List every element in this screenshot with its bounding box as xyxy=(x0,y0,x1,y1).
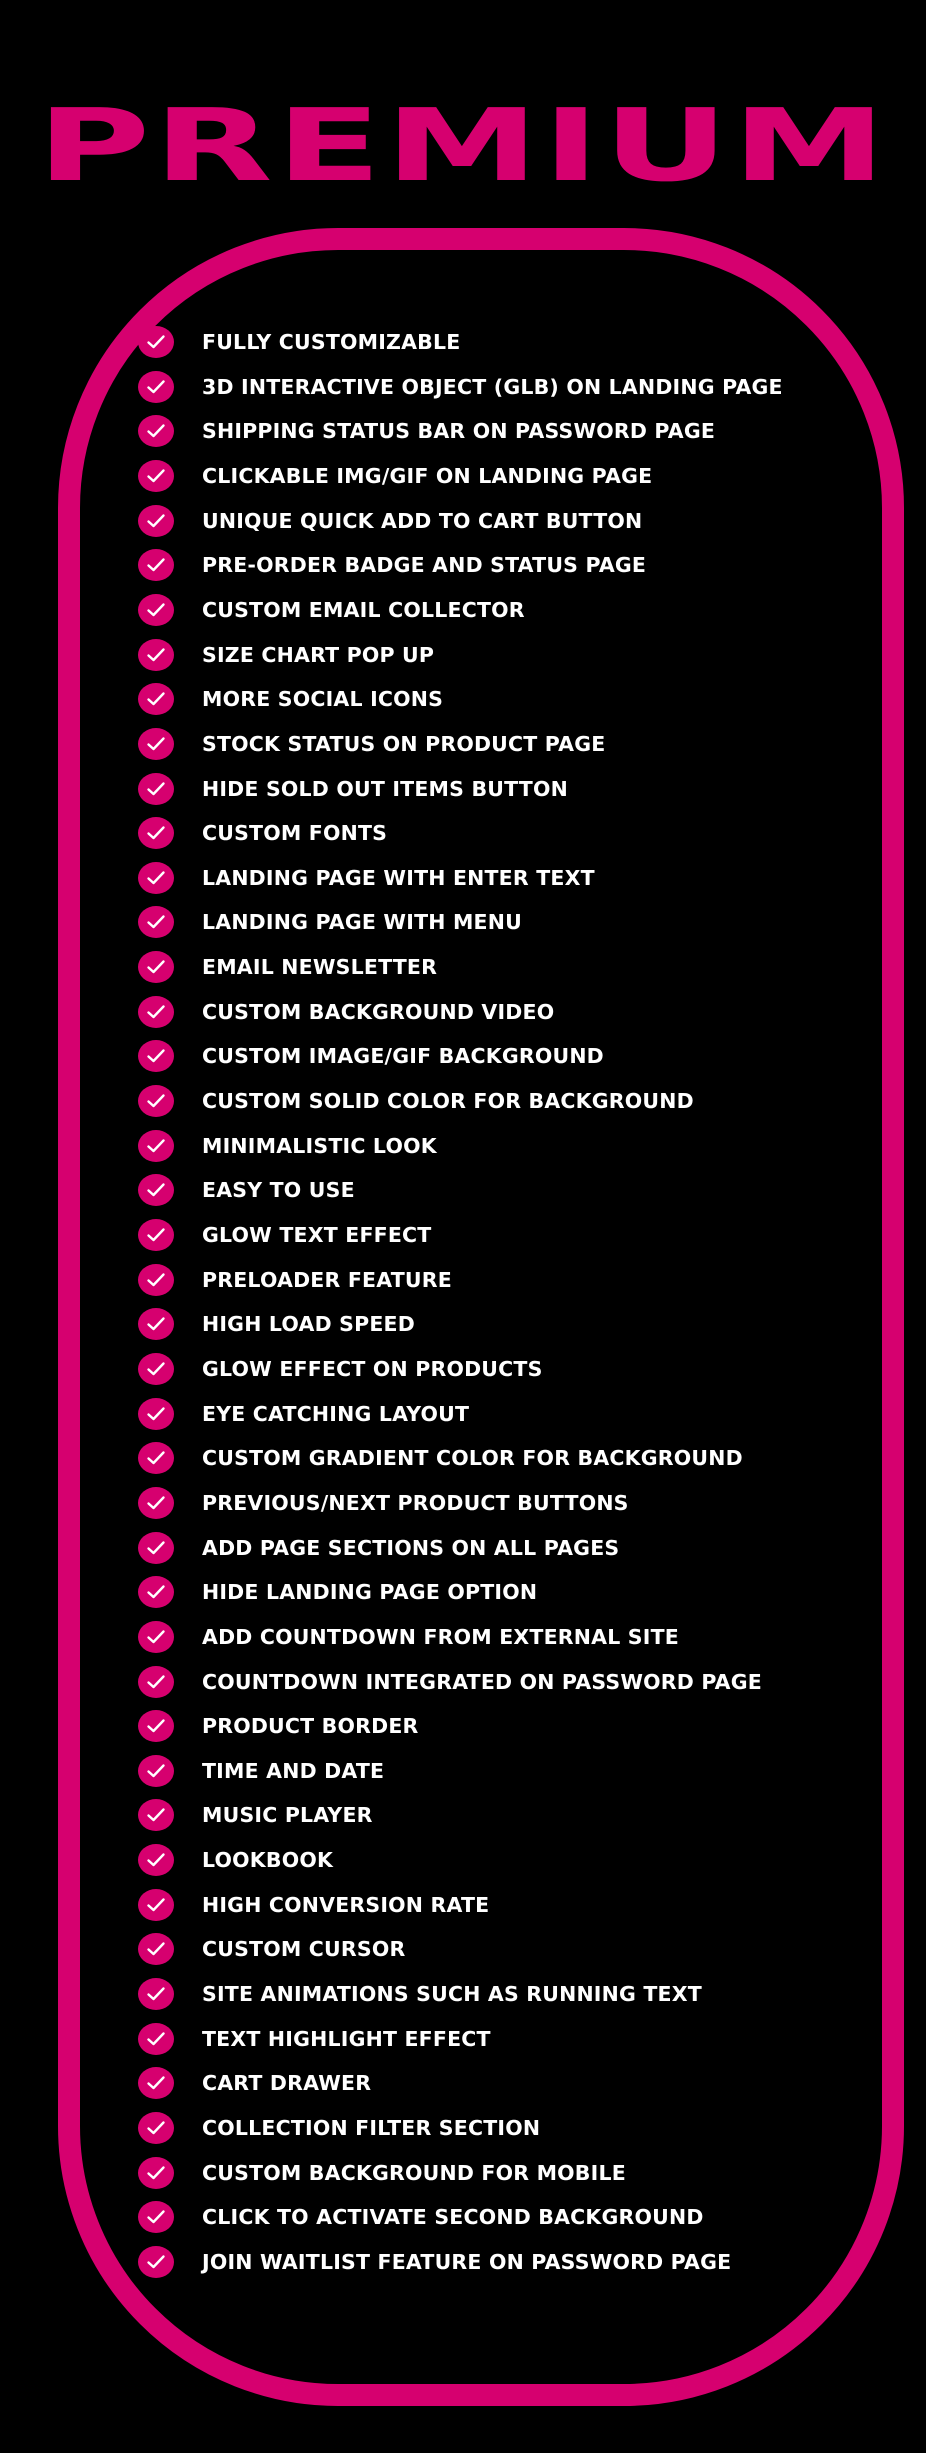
feature-label: CUSTOM SOLID COLOR FOR BACKGROUND xyxy=(202,1089,694,1114)
feature-item xyxy=(138,771,858,807)
checkmark-icon xyxy=(138,371,174,403)
feature-item xyxy=(138,2199,858,2235)
feature-item xyxy=(138,1351,858,1387)
feature-item xyxy=(138,2110,858,2146)
feature-label: CLICKABLE IMG/GIF ON LANDING PAGE xyxy=(202,463,653,488)
feature-label: HIDE SOLD OUT ITEMS BUTTON xyxy=(202,776,568,801)
feature-label: ADD COUNTDOWN FROM EXTERNAL SITE xyxy=(202,1624,679,1649)
feature-item xyxy=(138,2021,858,2057)
feature-item xyxy=(138,1797,858,1833)
feature-item xyxy=(138,726,858,762)
feature-item xyxy=(138,1842,858,1878)
feature-label: HIGH LOAD SPEED xyxy=(202,1312,415,1337)
checkmark-icon xyxy=(138,2112,174,2144)
feature-item xyxy=(138,324,858,360)
feature-item xyxy=(138,1664,858,1700)
feature-label: COLLECTION FILTER SECTION xyxy=(202,2116,541,2140)
feature-item xyxy=(138,949,858,985)
feature-item xyxy=(138,2244,858,2280)
feature-item xyxy=(138,592,858,628)
feature-item xyxy=(138,1306,858,1342)
feature-item xyxy=(138,1619,858,1655)
checkmark-icon xyxy=(138,951,174,983)
feature-label: PREVIOUS/NEXT PRODUCT BUTTONS xyxy=(202,1490,629,1515)
checkmark-icon xyxy=(138,862,174,894)
page-title: PREMIUM xyxy=(36,87,890,204)
feature-item xyxy=(138,547,858,583)
feature-item xyxy=(138,1976,858,2012)
feature-label: LANDING PAGE WITH ENTER TEXT xyxy=(202,865,595,890)
feature-item xyxy=(138,1931,858,1967)
checkmark-icon xyxy=(138,326,174,358)
checkmark-icon xyxy=(138,1398,174,1430)
feature-label: HIGH CONVERSION RATE xyxy=(202,1892,490,1917)
checkmark-icon xyxy=(138,460,174,492)
feature-item xyxy=(138,1530,858,1566)
feature-label: MUSIC PLAYER xyxy=(202,1803,373,1828)
feature-label: JOIN WAITLIST FEATURE ON PASSWORD PAGE xyxy=(202,2249,732,2274)
checkmark-icon xyxy=(138,1621,174,1653)
checkmark-icon xyxy=(138,1755,174,1787)
checkmark-icon xyxy=(138,415,174,447)
feature-item xyxy=(138,1574,858,1610)
feature-item xyxy=(138,1038,858,1074)
feature-item xyxy=(138,1440,858,1476)
checkmark-icon xyxy=(138,1666,174,1698)
feature-label: SIZE CHART POP UP xyxy=(202,642,435,667)
checkmark-icon xyxy=(138,549,174,581)
feature-label: CUSTOM CURSOR xyxy=(202,1937,406,1962)
feature-item xyxy=(138,1485,858,1521)
checkmark-icon xyxy=(138,505,174,537)
feature-label: UNIQUE QUICK ADD TO CART BUTTON xyxy=(202,508,643,533)
feature-item xyxy=(138,369,858,405)
feature-item xyxy=(138,458,858,494)
feature-item xyxy=(138,904,858,940)
checkmark-icon xyxy=(138,1442,174,1474)
feature-label: TEXT HIGHLIGHT EFFECT xyxy=(202,2026,491,2051)
feature-item xyxy=(138,1217,858,1253)
checkmark-icon xyxy=(138,1174,174,1206)
checkmark-icon xyxy=(138,817,174,849)
feature-label: FULLY CUSTOMIZABLE xyxy=(202,330,461,354)
checkmark-icon xyxy=(138,2201,174,2233)
feature-label: CUSTOM BACKGROUND VIDEO xyxy=(202,999,555,1024)
feature-item xyxy=(138,994,858,1030)
checkmark-icon xyxy=(138,1353,174,1385)
feature-label: CUSTOM GRADIENT COLOR FOR BACKGROUND xyxy=(202,1446,743,1471)
feature-label: SHIPPING STATUS BAR ON PASSWORD PAGE xyxy=(202,419,716,444)
feature-item xyxy=(138,681,858,717)
checkmark-icon xyxy=(138,1264,174,1296)
checkmark-icon xyxy=(138,1844,174,1876)
feature-label: 3D INTERACTIVE OBJECT (GLB) ON LANDING PAGE xyxy=(202,374,783,399)
feature-label: CUSTOM IMAGE/GIF BACKGROUND xyxy=(202,1044,604,1069)
feature-label: SITE ANIMATIONS SUCH AS RUNNING TEXT xyxy=(202,1982,702,2007)
feature-item xyxy=(138,413,858,449)
feature-item xyxy=(138,2155,858,2191)
feature-label: EMAIL NEWSLETTER xyxy=(202,955,438,980)
checkmark-icon xyxy=(138,1487,174,1519)
feature-item xyxy=(138,1128,858,1164)
feature-item xyxy=(138,1753,858,1789)
feature-item xyxy=(138,1708,858,1744)
checkmark-icon xyxy=(138,1130,174,1162)
checkmark-icon xyxy=(138,1799,174,1831)
checkmark-icon xyxy=(138,1219,174,1251)
checkmark-icon xyxy=(138,1889,174,1921)
feature-label: EYE CATCHING LAYOUT xyxy=(202,1401,470,1426)
checkmark-icon xyxy=(138,773,174,805)
checkmark-icon xyxy=(138,594,174,626)
feature-label: PRODUCT BORDER xyxy=(202,1714,419,1739)
checkmark-icon xyxy=(138,996,174,1028)
checkmark-icon xyxy=(138,906,174,938)
feature-label: GLOW TEXT EFFECT xyxy=(202,1223,432,1247)
feature-item xyxy=(138,1887,858,1923)
checkmark-icon xyxy=(138,1085,174,1117)
feature-item xyxy=(138,1172,858,1208)
feature-item xyxy=(138,1262,858,1298)
feature-label: MORE SOCIAL ICONS xyxy=(202,687,444,712)
feature-label: HIDE LANDING PAGE OPTION xyxy=(202,1580,538,1605)
feature-item xyxy=(138,860,858,896)
checkmark-icon xyxy=(138,683,174,715)
feature-label: CLICK TO ACTIVATE SECOND BACKGROUND xyxy=(202,2205,704,2230)
checkmark-icon xyxy=(138,639,174,671)
checkmark-icon xyxy=(138,1040,174,1072)
feature-label: MINIMALISTIC LOOK xyxy=(202,1133,437,1158)
checkmark-icon xyxy=(138,1308,174,1340)
feature-label: CART DRAWER xyxy=(202,2071,372,2096)
feature-item xyxy=(138,503,858,539)
checkmark-icon xyxy=(138,1576,174,1608)
feature-label: TIME AND DATE xyxy=(202,1758,385,1783)
feature-label: CUSTOM BACKGROUND FOR MOBILE xyxy=(202,2160,626,2185)
feature-label: COUNTDOWN INTEGRATED ON PASSWORD PAGE xyxy=(202,1669,762,1694)
checkmark-icon xyxy=(138,2246,174,2278)
feature-label: PRE-ORDER BADGE AND STATUS PAGE xyxy=(202,553,647,578)
feature-label: LANDING PAGE WITH MENU xyxy=(202,910,522,935)
checkmark-icon xyxy=(138,1933,174,1965)
feature-label: EASY TO USE xyxy=(202,1178,355,1203)
feature-label: GLOW EFFECT ON PRODUCTS xyxy=(202,1356,543,1381)
checkmark-icon xyxy=(138,2067,174,2099)
feature-item xyxy=(138,1083,858,1119)
feature-label: ADD PAGE SECTIONS ON ALL PAGES xyxy=(202,1535,620,1560)
feature-label: LOOKBOOK xyxy=(202,1848,334,1873)
checkmark-icon xyxy=(138,1532,174,1564)
feature-label: STOCK STATUS ON PRODUCT PAGE xyxy=(202,731,606,756)
feature-label: PRELOADER FEATURE xyxy=(202,1267,452,1292)
feature-item xyxy=(138,2065,858,2101)
feature-label: CUSTOM EMAIL COLLECTOR xyxy=(202,597,525,622)
feature-item xyxy=(138,637,858,673)
feature-item xyxy=(138,815,858,851)
checkmark-icon xyxy=(138,1978,174,2010)
feature-label: CUSTOM FONTS xyxy=(202,821,388,846)
feature-item xyxy=(138,1396,858,1432)
checkmark-icon xyxy=(138,1710,174,1742)
checkmark-icon xyxy=(138,2023,174,2055)
checkmark-icon xyxy=(138,728,174,760)
checkmark-icon xyxy=(138,2157,174,2189)
